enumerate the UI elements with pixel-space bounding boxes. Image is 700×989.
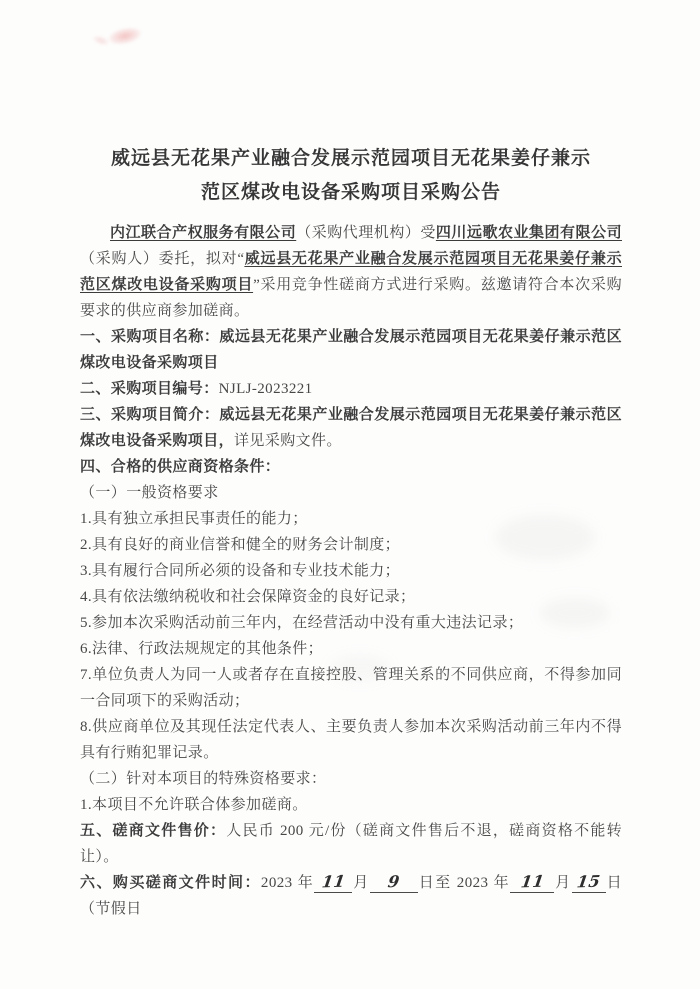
title-line-2: 范区煤改电设备采购项目采购公告 [200, 182, 501, 203]
section-6-purchase-time [80, 870, 622, 922]
section-6-month-char: 月 [352, 875, 370, 891]
general-item-6: 6.法律、行政法规规定的其他条件； [80, 641, 324, 657]
red-ink-smudge [107, 25, 144, 48]
intro-text: （采购人）委托，拟对“ [80, 251, 245, 267]
special-item-1: 1.本项目不允许联合体参加磋商。 [80, 797, 308, 813]
section-5-document-price [80, 818, 622, 870]
section-2-label: 二、采购项目编号： [80, 381, 219, 397]
section-1-value: 威远县无花果产业融合发展示范园项目无花果姜仔兼示范区煤改电设备采购项目 [80, 329, 623, 371]
handwritten-end-day-blank [572, 873, 606, 893]
section-1-label: 一、采购项目名称： [80, 329, 220, 345]
handwritten-end-month-blank [510, 873, 554, 893]
section-3-label: 三、采购项目简介： [80, 407, 220, 423]
section-4-header [80, 454, 622, 480]
section-3-tail: 详见采购文件。 [234, 433, 342, 449]
handwritten-start-day-blank [370, 873, 418, 893]
handwritten-start-day: 9 [386, 871, 401, 892]
general-header-text: （一）一般资格要求 [80, 485, 219, 501]
section-6-mid: 日至 2023 年 [417, 875, 511, 891]
handwritten-end-day: 15 [575, 871, 602, 892]
special-header-text: （二）针对本项目的特殊资格要求： [80, 771, 327, 787]
general-requirements-header [80, 480, 622, 506]
intro-text: ”采用竞争性磋商方式进行采购。兹邀请符合本次采购要求的供应商参加磋商。 [80, 277, 623, 319]
general-item-3: 3.具有履行合同所必须的设备和专业技术能力； [80, 563, 401, 579]
section-4-label: 四、合格的供应商资格条件： [80, 459, 281, 475]
section-6-month-char-2: 月 [554, 875, 572, 891]
project-name-quoted: 威远县无花果产业融合发展示范园项目无花果姜仔兼示范区煤改电设备采购项目 [80, 251, 622, 293]
section-5-label: 五、磋商文件售价： [80, 823, 227, 839]
document-content [80, 142, 622, 922]
section-6-prefix: 2023 年 [260, 875, 315, 891]
section-1-project-name [80, 324, 622, 376]
section-3-project-brief [80, 402, 622, 454]
intro-paragraph [80, 220, 622, 324]
buyer-name: 四川远歌农业集团有限公司 [435, 225, 622, 241]
general-item-2: 2.具有良好的商业信誉和健全的财务会计制度； [80, 537, 401, 553]
section-2-value: NJLJ-2023221 [218, 381, 313, 397]
general-item-5: 5.参加本次采购活动前三年内，在经营活动中没有重大违法记录； [80, 615, 524, 631]
section-5-value: 人民币 200 元/份（磋商文件售后不退，磋商资格不能转让）。 [80, 823, 622, 865]
section-6-label: 六、购买磋商文件时间： [80, 875, 261, 891]
general-item-8: 8.供应商单位及其现任法定代表人、主要负责人参加本次采购活动前三年内不得具有行贿犯罪记录。 [80, 719, 622, 761]
section-3-value: 威远县无花果产业融合发展示范园项目无花果姜仔兼示范区煤改电设备采购项目， [80, 407, 623, 449]
handwritten-end-month: 11 [519, 871, 546, 892]
handwritten-start-month-blank [314, 873, 352, 893]
intro-text: （采购代理机构）受 [296, 225, 436, 241]
document-title [80, 142, 622, 210]
general-item-7: 7.单位负责人为同一人或者存在直接控股、管理关系的不同供应商，不得参加同一合同项下的采购活动； [80, 667, 622, 709]
title-line-1: 威远县无花果产业融合发展示范园项目无花果姜仔兼示 [110, 148, 591, 169]
general-item-1: 1.具有独立承担民事责任的能力； [80, 511, 308, 527]
section-6-suffix: 日（节假日 [80, 875, 623, 917]
special-requirements-header [80, 766, 622, 792]
agency-name: 内江联合产权服务有限公司 [110, 225, 297, 241]
handwritten-start-month: 11 [320, 871, 347, 892]
section-2-project-number [80, 376, 622, 402]
general-item-4: 4.具有依法缴纳税收和社会保障资金的良好记录； [80, 589, 416, 605]
